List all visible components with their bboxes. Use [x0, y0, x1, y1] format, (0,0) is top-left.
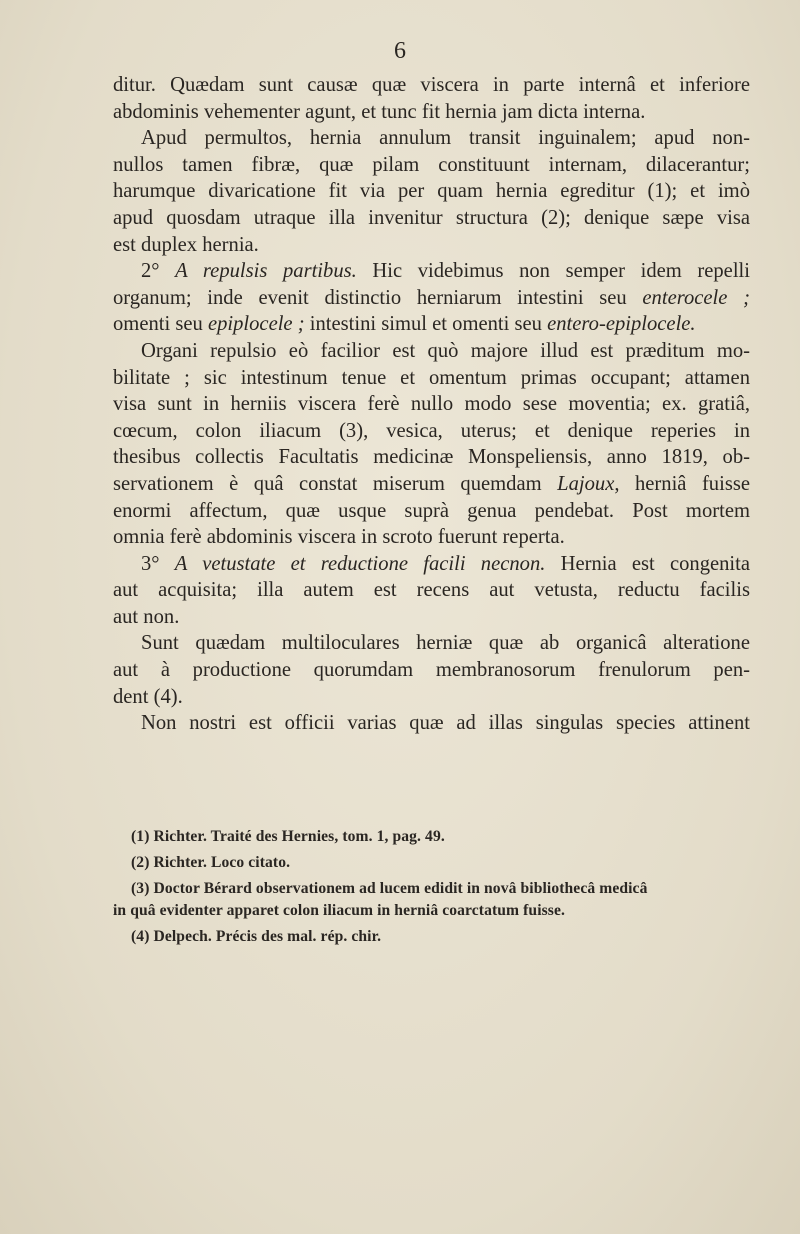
text-run: Hernia est congenita — [545, 552, 751, 575]
footnote-line: (3) Doctor Bérard observationem ad lucem edidit in novâ bibliothecâ medicâ — [131, 880, 648, 897]
text-line: harumque divaricatione fit via per quam hernia egreditur (1); et imò — [113, 180, 750, 203]
page-number: 6 — [394, 38, 406, 64]
footnote: (4) Delpech. Précis des mal. rép. chir. — [131, 928, 382, 945]
text-line: visa sunt in herniis viscera ferè nullo modo sese moventia; ex. gratiâ, — [113, 393, 750, 416]
text-run: organum; inde evenit distinctio herniarum intestini seu — [113, 286, 643, 309]
text-run: intestini simul et omenti seu — [304, 313, 548, 336]
footnote: (2) Richter. Loco citato. — [131, 854, 291, 871]
text-line: dent (4). — [113, 685, 183, 708]
text-line: aut à productione quorumdam membranosorum frenulorum pen- — [113, 659, 750, 682]
text-line — [113, 551, 750, 578]
text-line — [113, 285, 750, 312]
text-line — [113, 471, 750, 498]
text-line: aut acquisita; illa autem est recens aut vetusta, reductu facilis — [113, 579, 750, 602]
text-line: Apud permultos, hernia annulum transit inguinalem; apud non- — [141, 127, 750, 150]
text-line: est duplex hernia. — [113, 233, 259, 256]
section-heading: A vetustate et reductione facili necnon. — [174, 552, 546, 575]
text-run: omenti seu — [113, 313, 208, 336]
term-italic: enterocele ; — [642, 286, 750, 309]
footnote-continuation: in quâ evidenter apparet colon iliacum in herniâ coarctatum fuisse. — [113, 902, 565, 919]
footnote: (1) Richter. Traité des Hernies, tom. 1, pag. 49. — [131, 828, 445, 845]
text-line: aut non. — [113, 605, 180, 628]
body-text — [113, 72, 750, 737]
footnotes — [113, 826, 753, 952]
footnote — [113, 878, 753, 900]
text-line: cœcum, colon iliacum (3), vesica, uterus; et denique reperies in — [113, 419, 750, 442]
text-run: Hic videbimus non semper idem repelli — [356, 260, 750, 283]
text-line: Sunt quædam multiloculares herniæ quæ ab organicâ alteratione — [141, 632, 750, 655]
text-run: , herniâ fuisse — [614, 472, 750, 495]
text-line: thesibus collectis Facultatis medicinæ Monspeliensis, anno 1819, ob- — [113, 446, 750, 469]
person-name: Lajoux — [557, 472, 615, 495]
text-line — [113, 258, 750, 285]
text-line: nullos tamen fibræ, quæ pilam constituunt internam, dilacerantur; — [113, 153, 750, 176]
term-italic: entero-epiplocele. — [547, 313, 696, 336]
text-run: servationem è quâ constat miserum quemdam — [113, 472, 558, 495]
text-line — [113, 311, 750, 338]
text-line: omnia ferè abdominis viscera in scroto fuerunt reperta. — [113, 526, 565, 549]
term-italic: epiplocele ; — [207, 313, 305, 336]
section-number: 3° — [141, 552, 160, 575]
text-line: apud quosdam utraque illa invenitur structura (2); denique sæpe visa — [113, 206, 750, 229]
text-line: bilitate ; sic intestinum tenue et omentum primas occupant; attamen — [113, 366, 750, 389]
text-line: abdominis vehementer agunt, et tunc fit hernia jam dicta interna. — [113, 100, 646, 123]
text-line: Non nostri est officii varias quæ ad illas singulas species attinent — [141, 712, 750, 735]
section-heading: A repulsis partibus. — [175, 260, 357, 283]
text-line: enormi affectum, quæ usque suprà genua pendebat. Post mortem — [113, 499, 750, 522]
text-line: ditur. Quædam sunt causæ quæ viscera in parte internâ et inferiore — [113, 74, 750, 96]
text-line: Organi repulsio eò facilior est quò majore illud est præditum mo- — [141, 339, 750, 362]
section-number: 2° — [141, 260, 160, 283]
